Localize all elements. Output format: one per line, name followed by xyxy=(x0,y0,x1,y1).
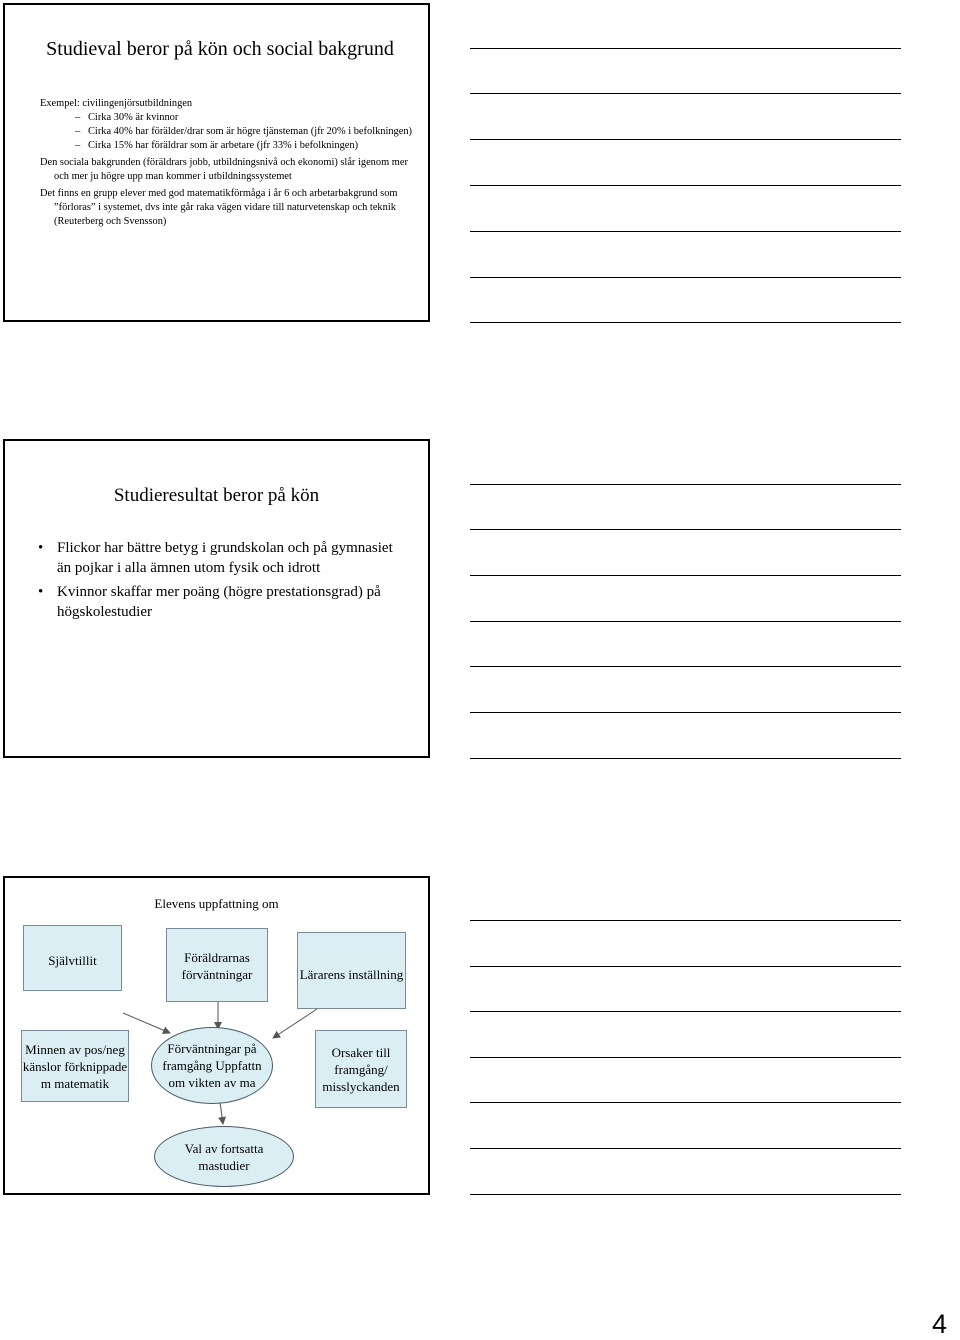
node-minnen xyxy=(21,1030,129,1102)
outline-text: Den sociala bakgrunden (föräldrars jobb, utbildningsnivå och ekonomi) slår igenom mer och mer ju högre upp man kommer i utbildningssystemet xyxy=(40,157,408,182)
node-foraldrarnas-label: Föräldrarnas förväntningar xyxy=(181,950,253,982)
note-line xyxy=(470,712,901,713)
note-line xyxy=(470,920,901,921)
bullet-item xyxy=(35,582,405,622)
node-minnen-label: Minnen av pos/neg känslor förknippade m matematik xyxy=(22,1041,128,1091)
note-line xyxy=(470,93,901,94)
bullet-icon: • xyxy=(38,540,44,556)
note-line xyxy=(470,966,901,967)
note-line xyxy=(470,231,901,232)
bullet-item xyxy=(35,538,405,578)
outline-text: Cirka 30% är kvinnor xyxy=(88,112,179,123)
note-line xyxy=(470,1102,901,1103)
outline-subitem xyxy=(40,125,420,139)
note-line xyxy=(470,277,901,278)
node-forvantningar-pa-framgang xyxy=(151,1027,273,1104)
slide-1-body xyxy=(40,97,420,229)
note-line xyxy=(470,666,901,667)
note-line xyxy=(470,185,901,186)
slide-3 xyxy=(3,876,430,1195)
bullet-text: Flickor har bättre betyg i grundskolan och på gymnasiet än pojkar i alla ämnen utom fysik och idrott xyxy=(57,540,393,576)
note-line xyxy=(470,1194,901,1195)
node-sjalvtillit xyxy=(23,925,122,991)
outline-subitem xyxy=(40,111,420,125)
outline-item xyxy=(40,156,420,184)
dash-icon: – xyxy=(75,140,81,151)
note-line xyxy=(470,139,901,140)
node-orsaker xyxy=(315,1030,407,1108)
outline-text: Det finns en grupp elever med god matematikförmåga i år 6 och arbetarbakgrund som ”förloras” i systemet, dvs inte går raka vägen vidare till naturvetenskap och teknik (Reuterberg och Svensson) xyxy=(40,188,398,227)
dash-icon: – xyxy=(75,112,81,123)
node-val-av-fortsatta-mastudier xyxy=(154,1126,294,1187)
outline-text: Cirka 15% har föräldrar som är arbetare (jfr 33% i befolkningen) xyxy=(88,140,359,151)
note-line xyxy=(470,1148,901,1149)
node-val-label: Val av fortsatta mastudier xyxy=(184,1140,264,1173)
node-lararens-installning xyxy=(297,932,406,1009)
slide-1-title: Studieval beror på kön och social bakgrund xyxy=(46,38,394,60)
bullet-text: Kvinnor skaffar mer poäng (högre prestationsgrad) på högskolestudier xyxy=(57,584,381,620)
note-line xyxy=(470,575,901,576)
arrow-forvantningar-to-val xyxy=(220,1102,223,1124)
node-foraldrarnas-forvantningar xyxy=(166,928,268,1002)
node-lararens-label: Lärarens inställning xyxy=(299,967,404,982)
note-line xyxy=(470,1057,901,1058)
outline-subitem xyxy=(40,139,420,153)
bullet-icon: • xyxy=(38,584,44,600)
note-line xyxy=(470,484,901,485)
page-number: 4 xyxy=(932,1309,948,1339)
slide-2-title: Studieresultat beror på kön xyxy=(113,485,320,506)
node-forvantningar-label: Förväntningar på framgång Uppfattn om vikten av ma xyxy=(162,1041,262,1090)
node-sjalvtillit-label: Självtillit xyxy=(48,953,97,968)
slide-2-bullet-list xyxy=(35,538,405,626)
note-line xyxy=(470,322,901,323)
slide-1 xyxy=(3,3,430,322)
note-line xyxy=(470,1011,901,1012)
slide-2 xyxy=(3,439,430,758)
note-line xyxy=(470,758,901,759)
arrow-sjalvtillit-to-forvantningar xyxy=(123,1013,170,1033)
outline-text: Cirka 40% har förälder/drar som är högre tjänsteman (jfr 20% i befolkningen) xyxy=(88,126,413,137)
node-orsaker-label: Orsaker till framgång/ misslyckanden xyxy=(322,1044,400,1094)
outline-item xyxy=(40,97,420,111)
note-line xyxy=(470,48,901,49)
note-line xyxy=(470,529,901,530)
outline-item xyxy=(40,187,420,229)
dash-icon: – xyxy=(75,126,81,137)
slide-3-heading: Elevens uppfattning om xyxy=(154,896,279,911)
outline-text: Exempel: civilingenjörsutbildningen xyxy=(40,98,193,109)
note-line xyxy=(470,621,901,622)
arrow-lararens-to-forvantningar xyxy=(273,1009,317,1038)
